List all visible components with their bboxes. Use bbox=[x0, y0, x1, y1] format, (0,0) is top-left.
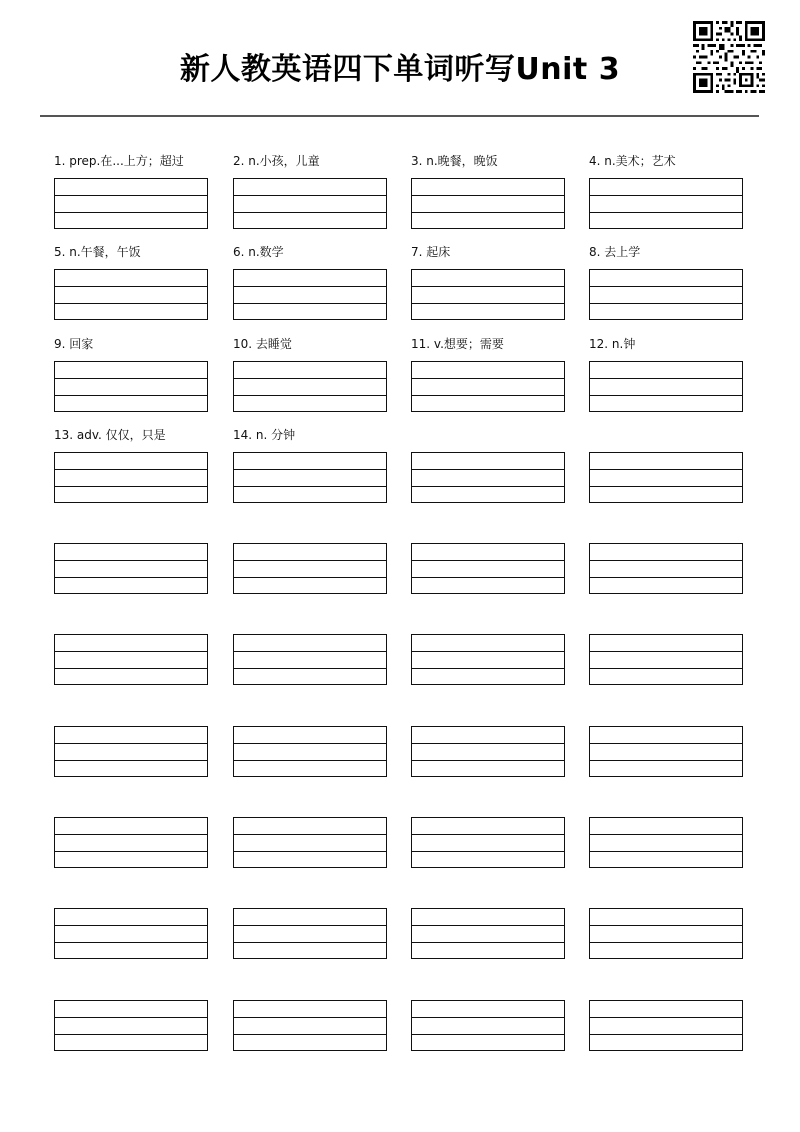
answer-box[interactable] bbox=[411, 908, 565, 959]
answer-box[interactable] bbox=[233, 908, 387, 959]
dictation-item bbox=[233, 972, 387, 1051]
answer-box[interactable] bbox=[589, 908, 743, 959]
answer-box[interactable] bbox=[589, 361, 743, 412]
answer-box[interactable] bbox=[54, 726, 208, 777]
answer-box[interactable] bbox=[233, 634, 387, 685]
dictation-item bbox=[411, 880, 565, 959]
word-prompt bbox=[411, 515, 565, 543]
dictation-item bbox=[233, 698, 387, 777]
word-prompt bbox=[589, 972, 743, 1000]
word-prompt bbox=[589, 424, 743, 452]
word-prompt bbox=[233, 972, 387, 1000]
word-prompt bbox=[589, 515, 743, 543]
dictation-item bbox=[54, 606, 208, 685]
dictation-item bbox=[411, 606, 565, 685]
word-prompt bbox=[54, 698, 208, 726]
answer-box[interactable] bbox=[54, 1000, 208, 1051]
answer-box[interactable] bbox=[411, 269, 565, 320]
answer-box[interactable] bbox=[589, 634, 743, 685]
dictation-item bbox=[54, 515, 208, 594]
answer-box[interactable] bbox=[589, 543, 743, 594]
answer-box[interactable] bbox=[411, 361, 565, 412]
dictation-row bbox=[54, 606, 744, 697]
word-prompt bbox=[233, 606, 387, 634]
answer-box[interactable] bbox=[233, 726, 387, 777]
dictation-item bbox=[233, 789, 387, 868]
answer-box[interactable] bbox=[233, 817, 387, 868]
answer-box[interactable] bbox=[411, 817, 565, 868]
word-prompt bbox=[233, 789, 387, 817]
word-prompt: 7. 起床 bbox=[411, 245, 451, 260]
word-prompt: 8. 去上学 bbox=[589, 245, 641, 260]
dictation-item bbox=[54, 241, 208, 320]
answer-box[interactable] bbox=[233, 178, 387, 229]
answer-box[interactable] bbox=[54, 817, 208, 868]
word-prompt: 1. prep.在...上方；超过 bbox=[54, 154, 184, 168]
word-prompt bbox=[54, 606, 208, 634]
dictation-item bbox=[411, 333, 565, 412]
word-prompt bbox=[411, 606, 565, 634]
page-title: 新人教英语四下单词听写Unit 3 bbox=[179, 52, 621, 87]
dictation-item bbox=[54, 424, 208, 503]
dictation-item bbox=[411, 150, 565, 229]
answer-box[interactable] bbox=[54, 908, 208, 959]
answer-box[interactable] bbox=[411, 634, 565, 685]
dictation-item bbox=[411, 789, 565, 868]
answer-box[interactable] bbox=[589, 178, 743, 229]
word-prompt: 14. n. 分钟 bbox=[233, 427, 296, 442]
answer-box[interactable] bbox=[54, 543, 208, 594]
dictation-row bbox=[54, 333, 744, 424]
answer-box[interactable] bbox=[233, 543, 387, 594]
dictation-item bbox=[411, 515, 565, 594]
word-prompt bbox=[411, 972, 565, 1000]
answer-box[interactable] bbox=[411, 1000, 565, 1051]
dictation-item bbox=[54, 789, 208, 868]
answer-box[interactable] bbox=[411, 452, 565, 503]
dictation-item bbox=[233, 606, 387, 685]
word-prompt bbox=[54, 880, 208, 908]
dictation-item bbox=[589, 606, 743, 685]
dictation-item bbox=[411, 698, 565, 777]
qr-code-icon bbox=[693, 21, 765, 93]
word-prompt: 12. n.钟 bbox=[589, 336, 636, 351]
dictation-item bbox=[233, 424, 387, 503]
word-prompt bbox=[589, 698, 743, 726]
dictation-row bbox=[54, 972, 744, 1063]
dictation-row bbox=[54, 241, 744, 332]
word-prompt: 2. n.小孩，儿童 bbox=[233, 154, 320, 168]
word-prompt bbox=[411, 698, 565, 726]
dictation-item bbox=[589, 241, 743, 320]
word-prompt bbox=[54, 789, 208, 817]
word-prompt bbox=[233, 515, 387, 543]
dictation-item bbox=[233, 150, 387, 229]
answer-box[interactable] bbox=[411, 726, 565, 777]
dictation-item bbox=[54, 333, 208, 412]
word-prompt bbox=[589, 606, 743, 634]
dictation-item bbox=[233, 241, 387, 320]
header-divider bbox=[40, 115, 759, 117]
dictation-item bbox=[54, 972, 208, 1051]
word-prompt bbox=[589, 789, 743, 817]
answer-box[interactable] bbox=[54, 634, 208, 685]
dictation-item bbox=[411, 972, 565, 1051]
answer-box[interactable] bbox=[589, 1000, 743, 1051]
dictation-grid bbox=[54, 150, 744, 1063]
dictation-item bbox=[54, 880, 208, 959]
dictation-item bbox=[589, 789, 743, 868]
dictation-item bbox=[589, 972, 743, 1051]
dictation-item bbox=[54, 698, 208, 777]
dictation-item bbox=[54, 150, 208, 229]
answer-box[interactable] bbox=[233, 1000, 387, 1051]
dictation-item bbox=[589, 698, 743, 777]
dictation-item bbox=[589, 150, 743, 229]
word-prompt: 10. 去睡觉 bbox=[233, 336, 292, 351]
answer-box[interactable] bbox=[589, 269, 743, 320]
answer-box[interactable] bbox=[54, 452, 208, 503]
dictation-item bbox=[233, 333, 387, 412]
dictation-item bbox=[233, 515, 387, 594]
dictation-item bbox=[589, 515, 743, 594]
answer-box[interactable] bbox=[589, 726, 743, 777]
dictation-row bbox=[54, 515, 744, 606]
answer-box[interactable] bbox=[233, 361, 387, 412]
dictation-item bbox=[589, 333, 743, 412]
answer-box[interactable] bbox=[54, 269, 208, 320]
dictation-item bbox=[589, 424, 743, 503]
word-prompt: 5. n.午餐，午饭 bbox=[54, 245, 141, 260]
dictation-row bbox=[54, 880, 744, 971]
word-prompt: 13. adv. 仅仅，只是 bbox=[54, 427, 166, 442]
answer-box[interactable] bbox=[589, 452, 743, 503]
word-prompt bbox=[54, 515, 208, 543]
word-prompt: 11. v.想要；需要 bbox=[411, 336, 504, 351]
word-prompt: 6. n.数学 bbox=[233, 245, 284, 260]
word-prompt bbox=[54, 972, 208, 1000]
answer-box[interactable] bbox=[54, 178, 208, 229]
word-prompt bbox=[411, 789, 565, 817]
answer-box[interactable] bbox=[233, 452, 387, 503]
dictation-row bbox=[54, 424, 744, 515]
word-prompt bbox=[233, 880, 387, 908]
dictation-row bbox=[54, 150, 744, 241]
answer-box[interactable] bbox=[589, 817, 743, 868]
dictation-item bbox=[411, 424, 565, 503]
word-prompt bbox=[411, 424, 565, 452]
dictation-row bbox=[54, 789, 744, 880]
dictation-item bbox=[589, 880, 743, 959]
dictation-item bbox=[233, 880, 387, 959]
word-prompt: 9. 回家 bbox=[54, 336, 94, 351]
dictation-item bbox=[411, 241, 565, 320]
word-prompt bbox=[233, 698, 387, 726]
answer-box[interactable] bbox=[54, 361, 208, 412]
word-prompt: 3. n.晚餐，晚饭 bbox=[411, 154, 498, 168]
word-prompt bbox=[411, 880, 565, 908]
dictation-row bbox=[54, 698, 744, 789]
answer-box[interactable] bbox=[411, 543, 565, 594]
answer-box[interactable] bbox=[411, 178, 565, 229]
word-prompt bbox=[589, 880, 743, 908]
answer-box[interactable] bbox=[233, 269, 387, 320]
word-prompt: 4. n.美术；艺术 bbox=[589, 154, 676, 168]
